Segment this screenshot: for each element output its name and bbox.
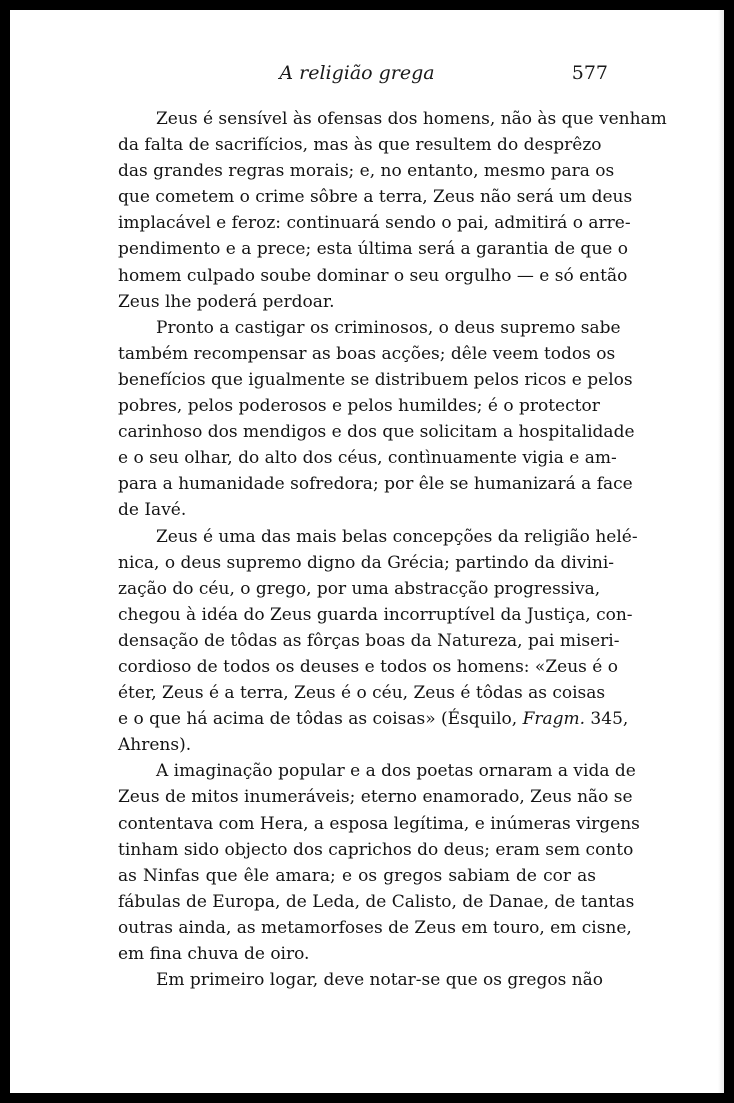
text-line: as Ninfas que êle amara; e os gregos sabiam de cor as	[118, 865, 596, 886]
text-line: das grandes regras morais; e, no entanto, mesmo para os	[118, 161, 615, 182]
text-line: e o seu olhar, do alto dos céus, contìnuamente vigia e am-	[118, 448, 617, 469]
running-title: A religião grega	[279, 62, 435, 84]
text-line: de Iavé.	[118, 500, 187, 521]
text-line: Zeus de mitos inumeráveis; eterno enamorado, Zeus não se	[118, 787, 633, 808]
text-line: chegou à idéa do Zeus guarda incorruptível da Justiça, con-	[118, 604, 633, 625]
text-line: nica, o deus supremo digno da Grécia; partindo da divini-	[118, 552, 615, 573]
text-line: carinhoso dos mendigos e dos que solicitam a hospitalidade	[118, 422, 635, 443]
page-edge-shadow	[718, 10, 724, 1093]
text-line: implacável e feroz: continuará sendo o pai, admitirá o arre-	[118, 213, 631, 234]
text-line: Em primeiro logar, deve notar-se que os gregos não	[156, 970, 604, 991]
paragraph-4	[118, 758, 640, 967]
text-line: Zeus é sensível às ofensas dos homens, não às que venham	[156, 109, 667, 129]
paragraph-3	[118, 524, 638, 759]
text-line: cordioso de todos os deuses e todos os homens: «Zeus é o	[118, 656, 618, 677]
text-line: tinham sido objecto dos caprichos do deus; eram sem conto	[118, 839, 634, 860]
text-line: Pronto a castigar os criminosos, o deus supremo sabe	[156, 317, 621, 338]
page-header	[118, 62, 608, 92]
text-line: fábulas de Europa, de Leda, de Calisto, de Danae, de tantas	[118, 891, 635, 912]
text-line: outras ainda, as metamorfoses de Zeus em touro, em cisne,	[118, 917, 632, 938]
text-line: Ahrens).	[118, 735, 192, 756]
body-text	[118, 106, 667, 993]
paragraph-2	[118, 315, 635, 524]
text-line: em fina chuva de oiro.	[118, 944, 310, 964]
text-line: homem culpado soube dominar o seu orgulho — e só então	[118, 265, 628, 286]
text-line: e o que há acima de tôdas as coisas» (Ésquilo, Fragm. 345,	[118, 709, 629, 730]
text-line: densação de tôdas as fôrças boas da Natureza, pai miseri-	[118, 630, 620, 651]
paragraph-5	[118, 967, 604, 993]
text-line: benefícios que igualmente se distribuem pelos ricos e pelos	[118, 369, 633, 390]
text-line: A imaginação popular e a dos poetas ornaram a vida de	[156, 761, 636, 782]
text-line: zação do céu, o grego, por uma abstracção progressiva,	[118, 578, 601, 599]
text-line: da falta de sacrifícios, mas às que resultem do desprêzo	[118, 135, 602, 156]
text-line: contentava com Hera, a esposa legítima, e inúmeras virgens	[118, 813, 640, 834]
scanned-page	[10, 10, 724, 1093]
text-line: que cometem o crime sôbre a terra, Zeus não será um deus	[118, 187, 633, 208]
text-line: éter, Zeus é a terra, Zeus é o céu, Zeus é tôdas as coisas	[118, 683, 606, 704]
text-line: pobres, pelos poderosos e pelos humildes; é o protector	[118, 396, 600, 417]
text-line: Zeus é uma das mais belas concepções da religião helé-	[156, 526, 638, 547]
text-line: para a humanidade sofredora; por êle se humanizará a face	[118, 474, 633, 495]
page-number: 577	[571, 62, 608, 84]
text-line: Zeus lhe poderá perdoar.	[118, 291, 335, 312]
text-line: também recompensar as boas acções; dêle veem todos os	[118, 343, 616, 364]
text-line: pendimento e a prece; esta última será a garantia de que o	[118, 239, 628, 260]
paragraph-1	[118, 106, 667, 315]
